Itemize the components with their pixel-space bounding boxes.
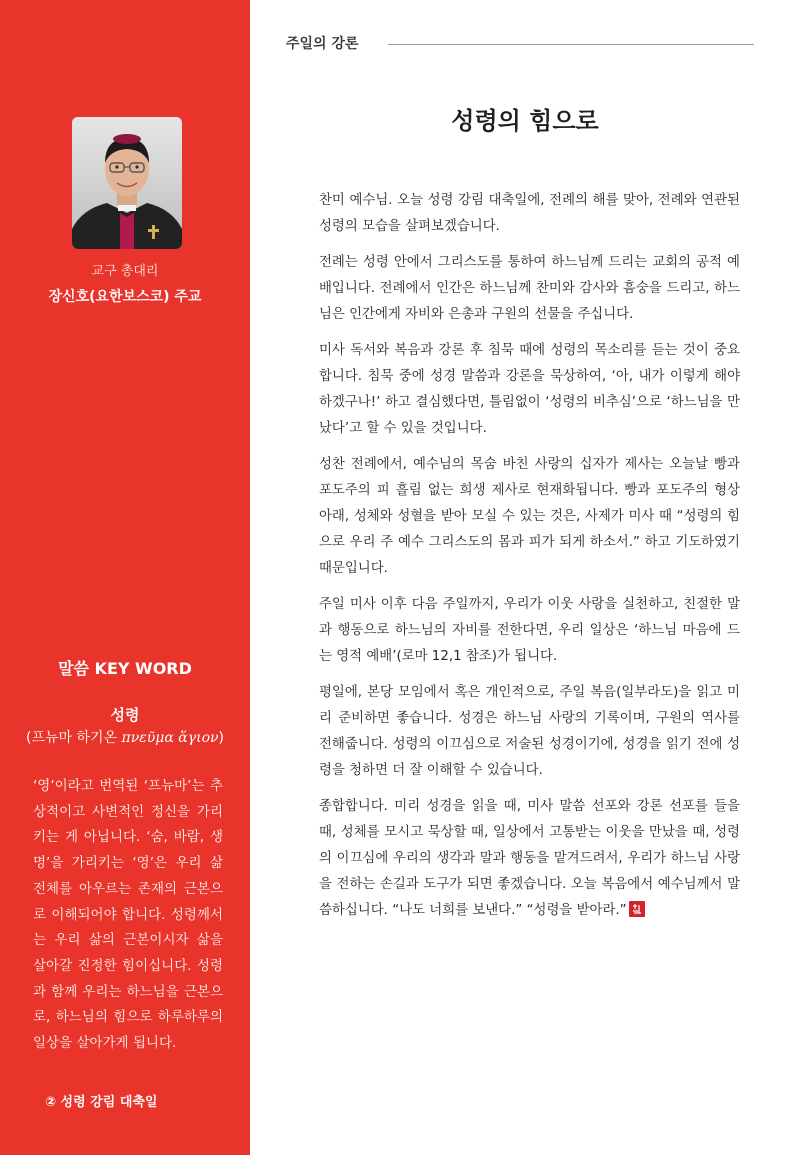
keyword-heading: 말씀 KEY WORD — [58, 659, 192, 678]
body-paragraph: 주일 미사 이후 다음 주일까지, 우리가 이웃 사랑을 실천하고, 친절한 말과 행동으로 하느님의 자비를 전한다면, 우리 일상은 ‘하느님 마음에 드는 영적 예배’(로마 12,1 참조)가 됩니다. — [319, 597, 740, 664]
keyword-term-greek: πνεῦμα ἅγιον — [121, 730, 219, 746]
page-label: ② 성령 강림 대축일 — [45, 1095, 158, 1110]
section-label: 주일의 강론 — [286, 36, 359, 52]
end-seal-icon — [629, 901, 645, 917]
article-title: 성령의 힘으로 — [451, 107, 599, 135]
bishop-portrait-image — [72, 117, 182, 249]
body-paragraph: 성찬 전례에서, 예수님의 목숨 바친 사랑의 십자가 제사는 오늘날 빵과 포도주의 피 흘림 없는 희생 제사로 현재화됩니다. 빵과 포도주의 형상 아래, 성체와 성혈을 받아 모실 수 있는 것은, 사제가 미사 때 “성령의 힘으로 우리 주 예수 그리스도의 몸과 피가 되게 하소서.” 하고 기도하였기 때문입니다. — [319, 457, 740, 576]
body-paragraph: 미사 독서와 복음과 강론 후 침묵 때에 성령의 목소리를 듣는 것이 중요합니다. 침묵 중에 성경 말씀과 강론을 묵상하여, ‘아, 내가 이렇게 해야 하겠구나!’ 하고 결심했다면, 틀림없이 ‘성령의 비추심’으로 ‘하느님을 만났다’고 할 수 있을 것입니다. — [319, 343, 740, 436]
body-paragraph-text: 종합합니다. 미리 성경을 읽을 때, 미사 말씀 선포와 강론 선포를 들을 때, 성체를 모시고 묵상할 때, 일상에서 고통받는 이웃을 만났을 때, 성령의 이끄심에 우리의 생각과 말과 행동을 맡겨드려서, 우리가 하느님 사랑을 전하는 손길과 도구가 되면 좋겠습니다. 오늘 복음에서 예수님께서 말씀하십니다. “나도 너희를 보낸다.” “성령을 받아라.” — [319, 799, 740, 918]
sidebar — [0, 0, 250, 1155]
body-paragraph: 찬미 예수님. 오늘 성령 강림 대축일에, 전례의 해를 맞아, 전례와 연관된 성령의 모습을 살펴보겠습니다. — [319, 193, 740, 234]
keyword-term-korean: (프뉴마 하기온 — [26, 730, 122, 746]
keyword-description — [33, 774, 223, 1057]
body-paragraph-last — [319, 794, 740, 924]
keyword-term-original — [0, 728, 250, 748]
author-name: 장신호(요한보스코) 주교 — [48, 289, 202, 305]
author-role: 교구 총대리 — [91, 264, 159, 279]
article-body — [319, 188, 740, 934]
author-portrait — [72, 117, 182, 249]
body-paragraph: 평일에, 본당 모임에서 혹은 개인적으로, 주일 복음(일부라도)을 읽고 미리 준비하면 좋습니다. 성경은 하느님 사랑의 기록이며, 구원의 역사를 전해줍니다. 성령의 이끄심으로 저술된 성경이기에, 성경을 읽기 전에 성령을 청하면 더 잘 이해할 수 있습니다. — [319, 685, 740, 778]
keyword-description-text: ‘영’이라고 번역된 ‘프뉴마’는 추상적이고 사변적인 정신을 가리키는 게 아닙니다. ‘숨, 바람, 생명’을 가리키는 ‘영’은 우리 삶 전체를 아우르는 존재의 근본으로 이해되어야 합니다. 성령께서는 우리 삶의 근본이시자 삶을 살아갈 진정한 힘이십니다. 성령과 함께 우리는 하느님을 근본으로, 하느님의 힘으로 하루하루의 일상을 살아가게 됩니다. — [33, 778, 223, 1052]
keyword-term-close: ) — [218, 730, 224, 746]
section-divider — [388, 44, 754, 45]
keyword-term: 성령 — [110, 706, 140, 724]
body-paragraph: 전례는 성령 안에서 그리스도를 통하여 하느님께 드리는 교회의 공적 예배입니다. 전례에서 인간은 하느님께 찬미와 감사와 흠숭을 드리고, 하느님은 인간에게 자비와 은총과 구원의 선물을 주십니다. — [319, 255, 740, 322]
